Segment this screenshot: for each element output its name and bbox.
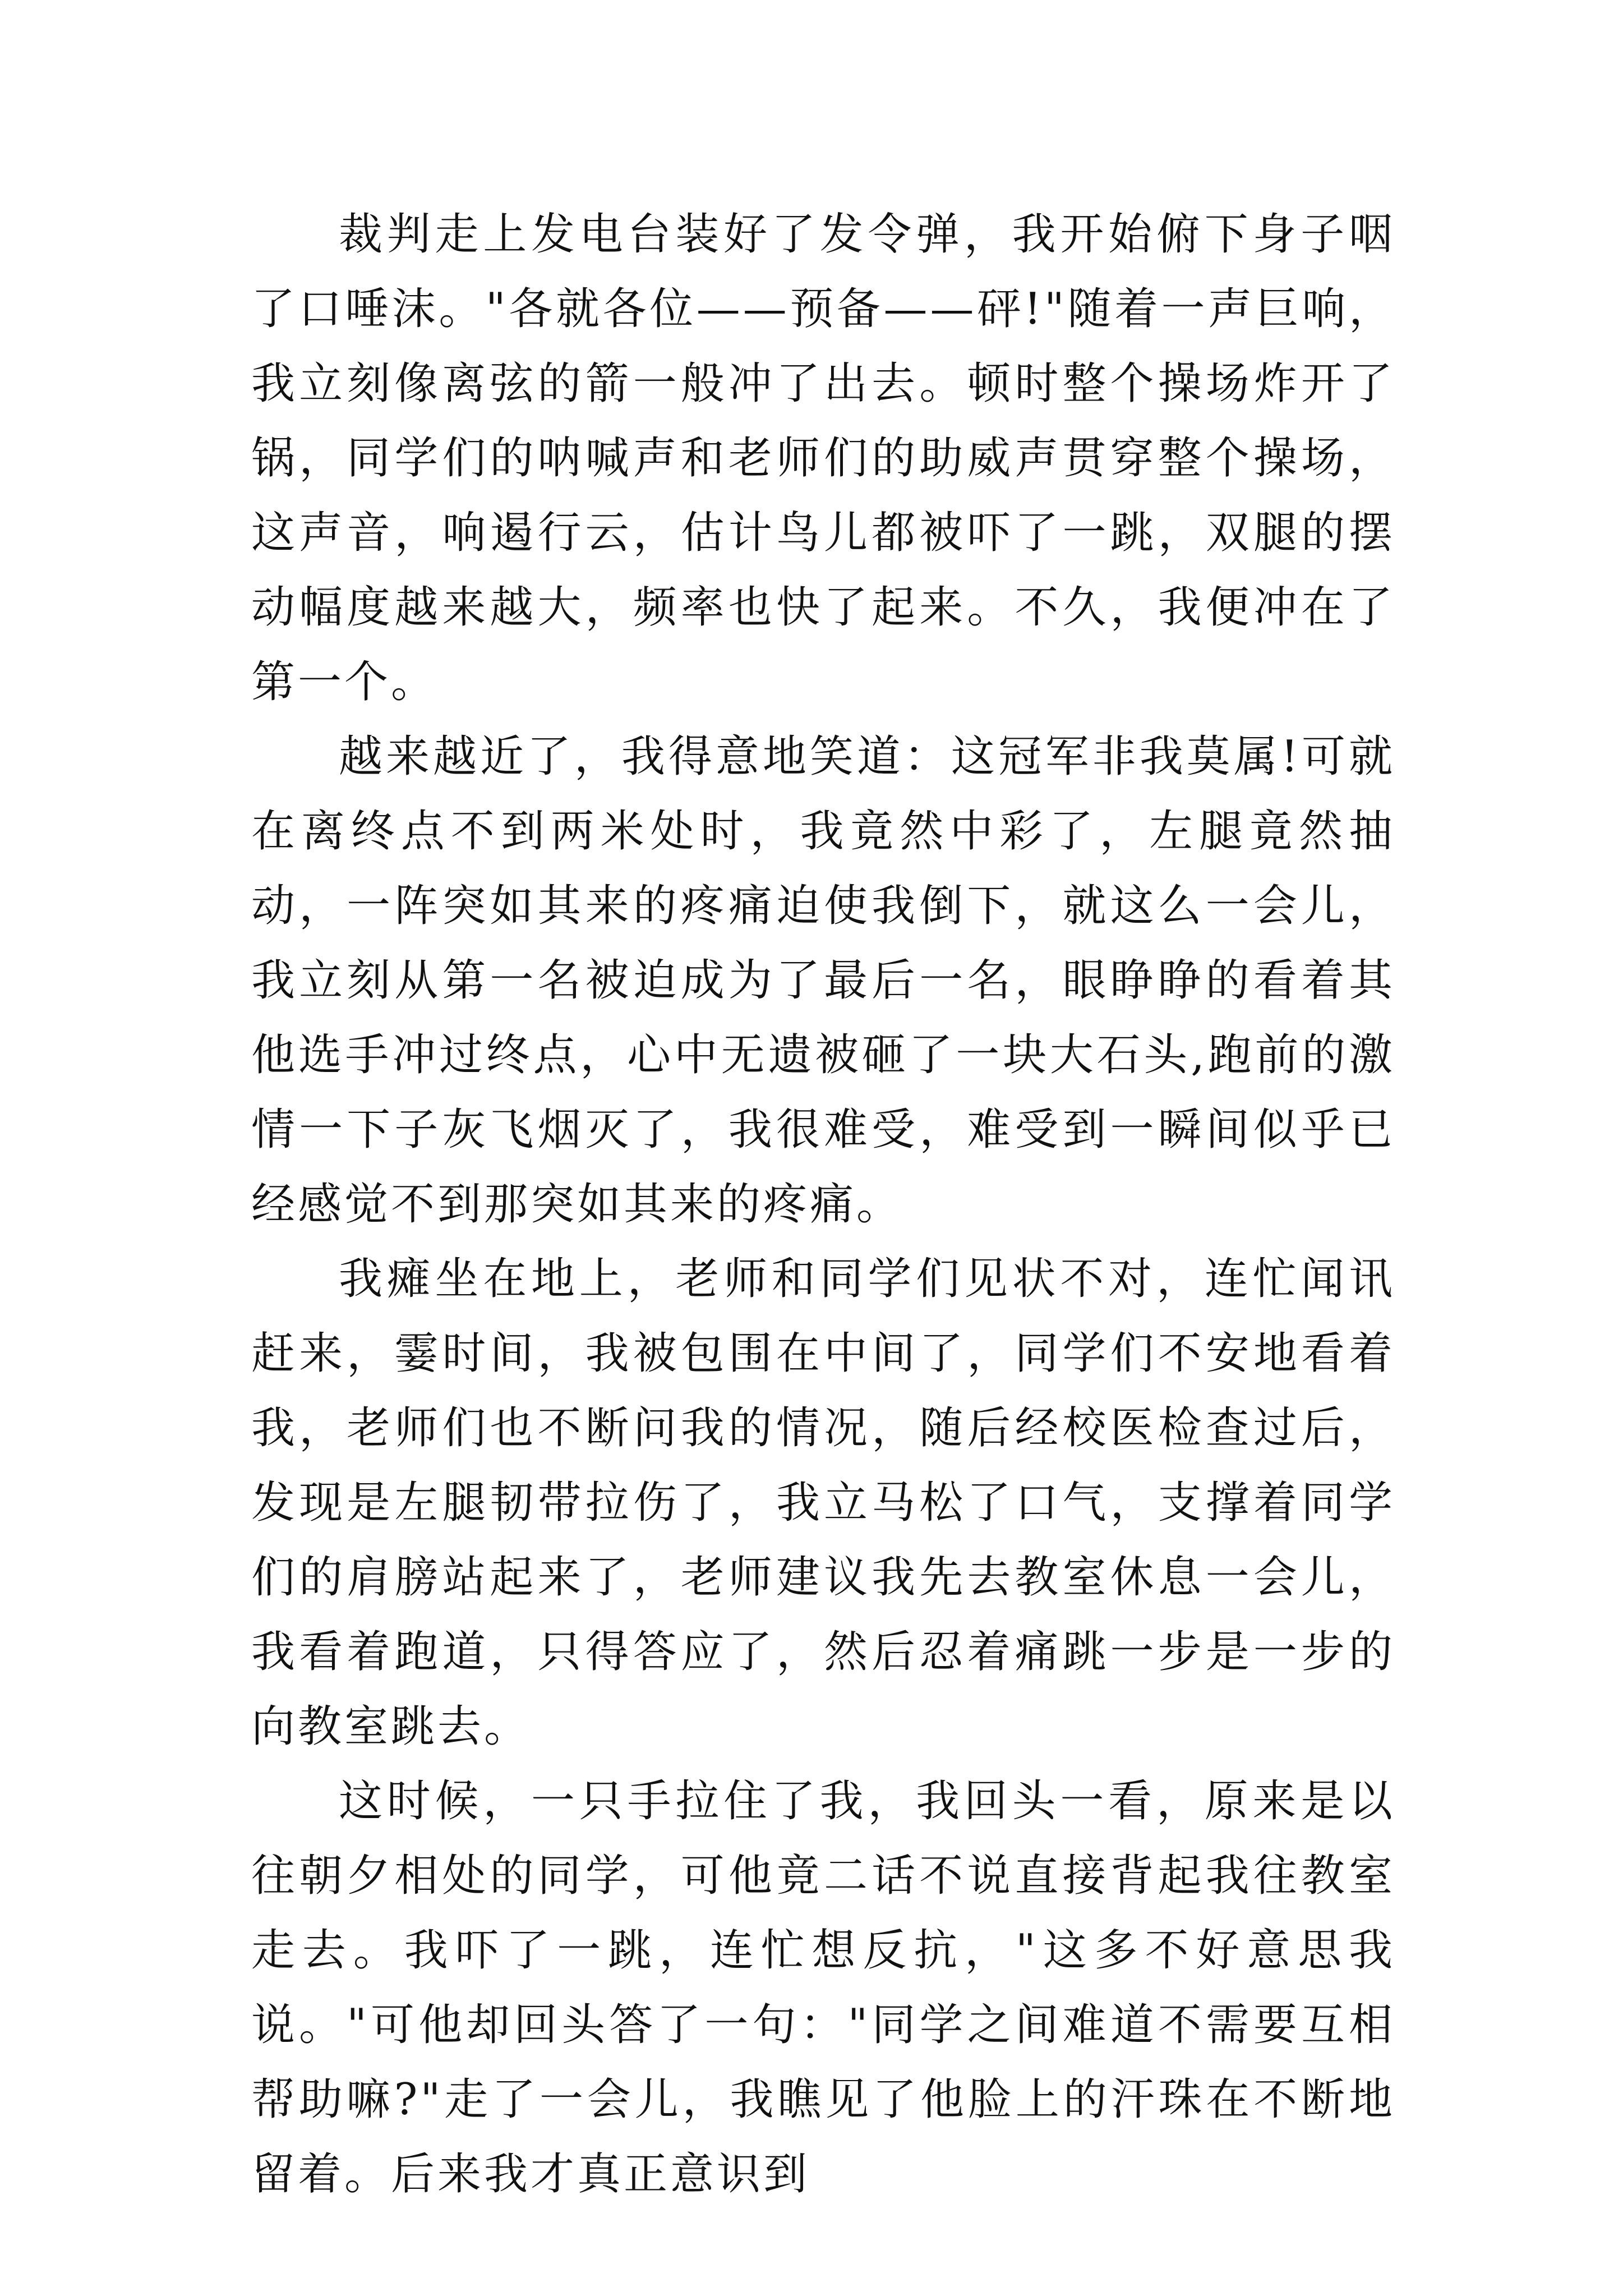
document-body (251, 197, 1395, 2212)
paragraph-2: 越来越近了，我得意地笑道：这冠军非我莫属!可就在离终点不到两米处时，我竟然中彩了，左腿竟然抽动，一阵突如其来的疼痛迫使我倒下，就这么一会儿，我立刻从第一名被迫成为了最后一名，眼睁睁的看着其他选手冲过终点，心中无遗被砸了一块大石头,跑前的激情一下子灰飞烟灭了，我很难受，难受到一瞬间似乎已经感觉不到那突如其来的疼痛。 (251, 731, 1395, 1230)
paragraph-1: 裁判走上发电台装好了发令弹，我开始俯下身子咽了口唾沫。"各就各位——预备——砰!"随着一声巨响，我立刻像离弦的箭一般冲了出去。顿时整个操场炸开了锅，同学们的呐喊声和老师们的助威声贯穿整个操场，这声音，响遏行云，估计鸟儿都被吓了一跳，双腿的摆动幅度越来越大，频率也快了起来。不久，我便冲在了第一个。 (251, 209, 1395, 707)
paragraph-3: 我瘫坐在地上，老师和同学们见状不对，连忙闻讯赶来，霎时间，我被包围在中间了，同学们不安地看着我，老师们也不断问我的情况，随后经校医检查过后，发现是左腿韧带拉伤了，我立马松了口气，支撑着同学们的肩膀站起来了，老师建议我先去教室休息一会儿，我看着跑道，只得答应了，然后忍着痛跳一步是一步的向教室跳去。 (251, 1254, 1395, 1752)
paragraph-4: 这时候，一只手拉住了我，我回头一看，原来是以往朝夕相处的同学，可他竟二话不说直接背起我往教室走去。我吓了一跳，连忙想反抗，"这多不好意思我说。"可他却回头答了一句："同学之间难道不需要互相帮助嘛?"走了一会儿，我瞧见了他脸上的汗珠在不断地留着。后来我才真正意识到 (251, 1776, 1395, 2200)
